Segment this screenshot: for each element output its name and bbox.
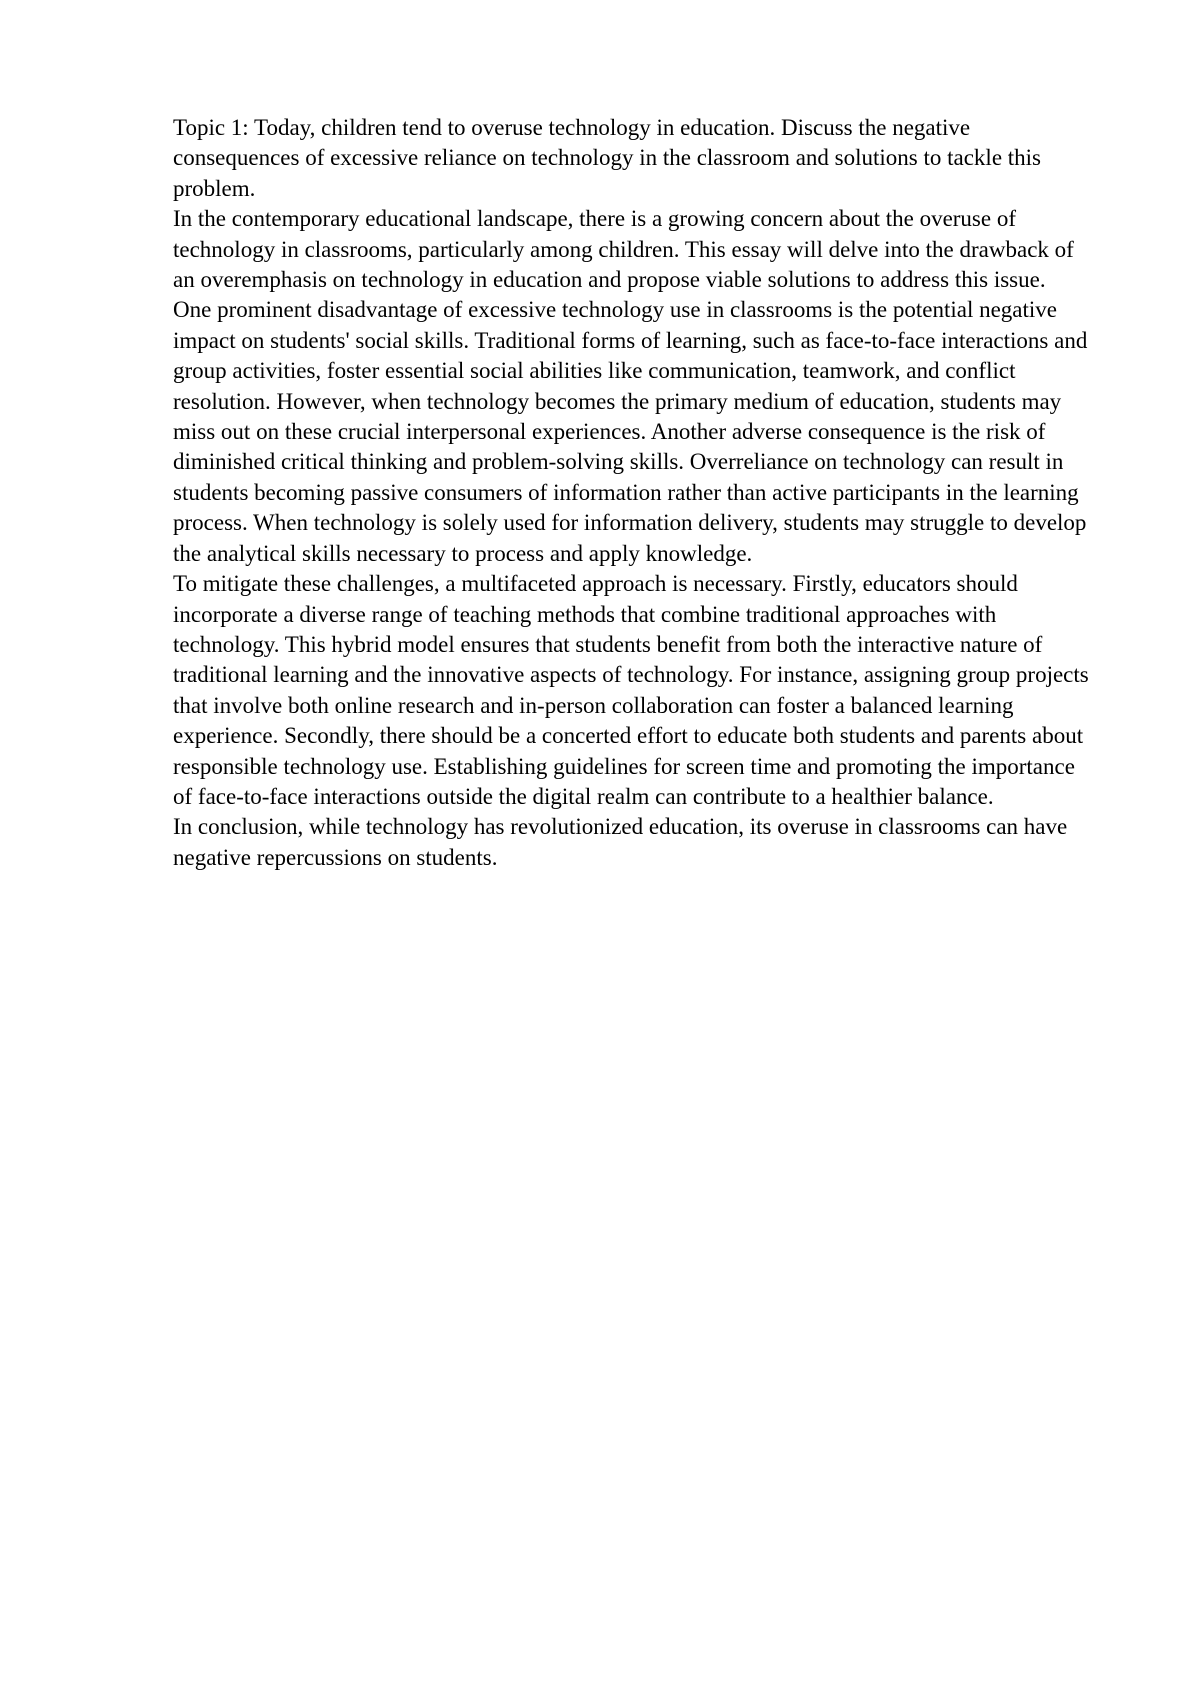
introduction-paragraph: In the contemporary educational landscape, there is a growing concern about the overuse of technology in classrooms, particularly among children. This essay will delve into the drawback of an overemphasis on technology in education and propose viable solutions to address this issue. (173, 206, 1074, 293)
essay-body (173, 113, 1098, 873)
conclusion-paragraph: In conclusion, while technology has revolutionized education, its overuse in classrooms can have negative repercussions on students. (173, 814, 1068, 870)
disadvantages-paragraph: One prominent disadvantage of excessive technology use in classrooms is the potential negative impact on students' social skills. Traditional forms of learning, such as face-to-face interactions and group activities, foster essential social abilities like communication, teamwork, and conflict resolution. However, when technology becomes the primary medium of education, students may miss out on these crucial interpersonal experiences. Another adverse consequence is the risk of diminished critical thinking and problem-solving skills. Overreliance on technology can result in students becoming passive consumers of information rather than active participants in the learning process. When technology is solely used for information delivery, students may struggle to develop the analytical skills necessary to process and apply knowledge. (173, 297, 1088, 566)
topic-paragraph: Topic 1: Today, children tend to overuse technology in education. Discuss the negative consequences of excessive reliance on technology in the classroom and solutions to tackle this problem. (173, 115, 1042, 201)
solutions-paragraph: To mitigate these challenges, a multifaceted approach is necessary. Firstly, educators should incorporate a diverse range of teaching methods that combine traditional approaches with technology. This hybrid model ensures that students benefit from both the interactive nature of traditional learning and the innovative aspects of technology. For instance, assigning group projects that involve both online research and in-person collaboration can foster a balanced learning experience. Secondly, there should be a concerted effort to educate both students and parents about responsible technology use. Establishing guidelines for screen time and promoting the importance of face-to-face interactions outside the digital realm can contribute to a healthier balance. (173, 571, 1089, 809)
